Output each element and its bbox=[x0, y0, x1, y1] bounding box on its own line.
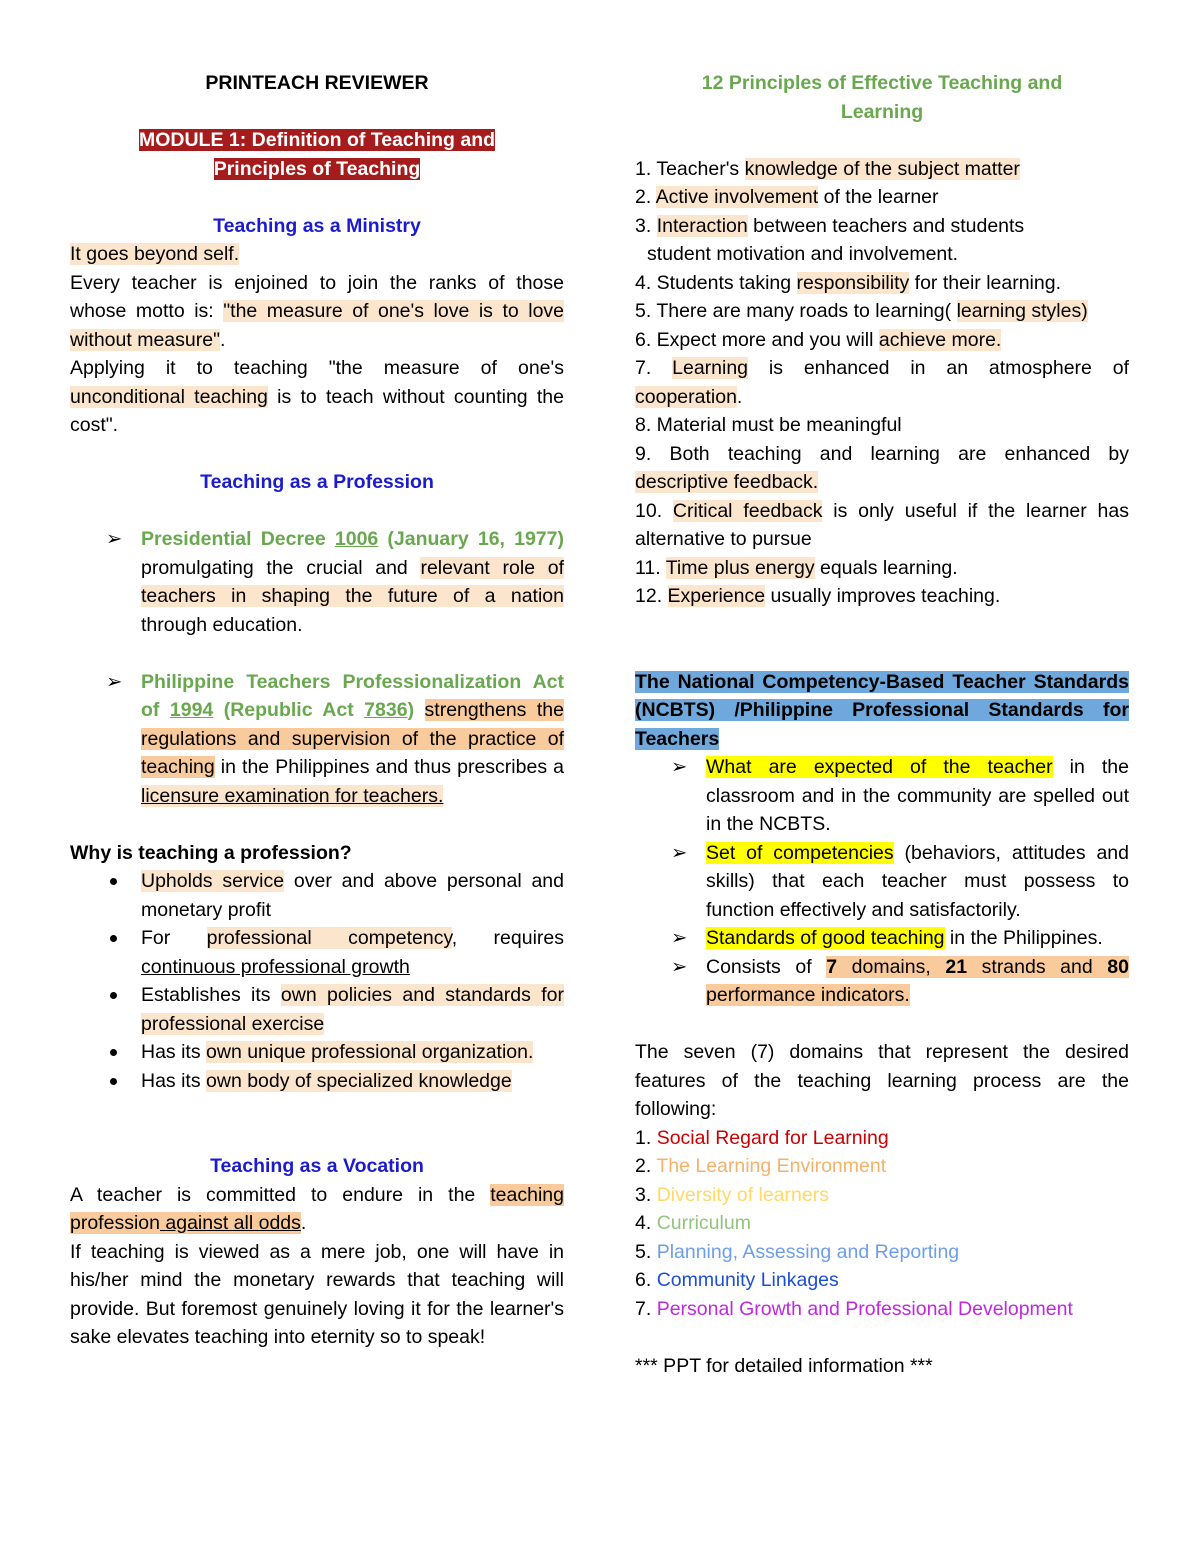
arrow-bullet-icon: ➢ bbox=[671, 927, 688, 949]
ministry-intro: It goes beyond self. bbox=[70, 243, 240, 265]
principle-12: 12. Experience usually improves teaching. bbox=[635, 585, 1001, 607]
ncbts-item-2: ➢ Set of competencies (behaviors, attitudes and skills) that each teacher must possess to function effectively and satisfactorily. bbox=[635, 839, 1129, 925]
domains-list bbox=[635, 1124, 1129, 1324]
principles-heading: 12 Principles of Effective Teaching and Learning bbox=[701, 72, 1063, 123]
ncbts-heading: The National Competency-Based Teacher Standards (NCBTS) /Philippine Professional Standards for Teachers bbox=[635, 670, 1129, 750]
why-bullet-4: Has its own unique professional organization. bbox=[70, 1038, 564, 1067]
domain-item: 3. Diversity of learners bbox=[635, 1183, 829, 1206]
principle-4: 4. Students taking responsibility for their learning. bbox=[635, 271, 1061, 294]
principle-5: 5. There are many roads to learning( learning styles) bbox=[635, 300, 1088, 322]
ncbts-item-3: ➢ Standards of good teaching in the Philippines. bbox=[635, 924, 1129, 953]
domain-item: 7. Personal Growth and Professional Development bbox=[635, 1297, 1073, 1320]
principle-6: 6. Expect more and you will achieve more. bbox=[635, 328, 1002, 351]
arrow-bullet-icon: ➢ bbox=[671, 756, 688, 778]
vocation-paragraph-1: A teacher is committed to endure in the teaching profession against all odds. bbox=[70, 1183, 564, 1234]
presidential-decree-item: ➢ Presidential Decree 1006 (January 16, 1977) promulgating the crucial and relevant role of teachers in shaping the future of a nation through education. bbox=[70, 525, 564, 639]
arrow-bullet-icon: ➢ bbox=[671, 955, 688, 978]
ncbts-item-1: ➢ What are expected of the teacher in the classroom and in the community are spelled out in the NCBTS. bbox=[635, 753, 1129, 839]
domain-item: 1. Social Regard for Learning bbox=[635, 1126, 889, 1149]
principle-3: 3. Interaction between teachers and students bbox=[635, 214, 1025, 237]
profession-heading: Teaching as a Profession bbox=[200, 471, 434, 493]
ministry-paragraph-1: Every teacher is enjoined to join the ranks of those whose motto is: "the measure of one's love is to love without measure". bbox=[70, 271, 565, 351]
arrow-bullet-icon: ➢ bbox=[671, 841, 688, 864]
footer-note: *** PPT for detailed information *** bbox=[635, 1354, 933, 1377]
arrow-bullet-icon: ➢ bbox=[106, 670, 123, 693]
why-bullet-1: Upholds service over and above personal and monetary profit bbox=[70, 867, 564, 924]
vocation-paragraph-2: If teaching is viewed as a mere job, one will have in his/her mind the monetary rewards that teaching will provide. But foremost genuinely loving it for the learner's sake elevates teaching into eternity so to speak! bbox=[70, 1240, 564, 1348]
principle-2: 2. Active involvement of the learner bbox=[635, 186, 939, 208]
ministry-heading: Teaching as a Ministry bbox=[213, 214, 421, 237]
principle-10: 10. Critical feedback is only useful if the learner has alternative to pursue bbox=[635, 499, 1130, 550]
module-heading: MODULE 1: Definition of Teaching and Principles of Teaching bbox=[138, 129, 496, 180]
domain-item: 2. The Learning Environment bbox=[635, 1155, 887, 1177]
principle-9: 9. Both teaching and learning are enhanced by descriptive feedback. bbox=[635, 442, 1129, 493]
principle-1: 1. Teacher's knowledge of the subject matter bbox=[635, 157, 1020, 180]
left-column bbox=[70, 66, 564, 1352]
domains-intro: The seven (7) domains that represent the desired features of the teaching learning process are the following: bbox=[635, 1041, 1129, 1120]
domain-item: 6. Community Linkages bbox=[635, 1269, 839, 1291]
professionalization-act-item: ➢ Philippine Teachers Professionalization Act of 1994 (Republic Act 7836) strengthens the regulations and supervision of the practice of teaching in the Philippines and thus prescribes a licensure examination for teachers. bbox=[70, 668, 564, 811]
principle-3-continued: student motivation and involvement. bbox=[647, 243, 959, 265]
ministry-paragraph-2: Applying it to teaching "the measure of one's unconditional teaching is to teach without counting the cost". bbox=[70, 357, 564, 436]
document-title: PRINTEACH REVIEWER bbox=[205, 72, 429, 94]
arrow-bullet-icon: ➢ bbox=[106, 528, 123, 550]
principle-11: 11. Time plus energy equals learning. bbox=[635, 556, 958, 579]
principle-7: 7. Learning is enhanced in an atmosphere of cooperation. bbox=[635, 357, 1130, 408]
right-column bbox=[635, 66, 1129, 1380]
vocation-heading: Teaching as a Vocation bbox=[210, 1155, 424, 1177]
principle-8: 8. Material must be meaningful bbox=[635, 414, 902, 436]
why-profession-heading: Why is teaching a profession? bbox=[70, 841, 352, 864]
why-bullet-3: Establishes its own policies and standards for professional exercise bbox=[70, 981, 564, 1038]
why-bullet-5: Has its own body of specialized knowledge bbox=[70, 1067, 564, 1096]
ncbts-item-4: ➢ Consists of 7 domains, 21 strands and 80 performance indicators. bbox=[635, 953, 1129, 1010]
domain-item: 5. Planning, Assessing and Reporting bbox=[635, 1240, 960, 1263]
domain-item: 4. Curriculum bbox=[635, 1212, 751, 1234]
why-bullet-2: For professional competency, requires continuous professional growth bbox=[70, 924, 564, 981]
